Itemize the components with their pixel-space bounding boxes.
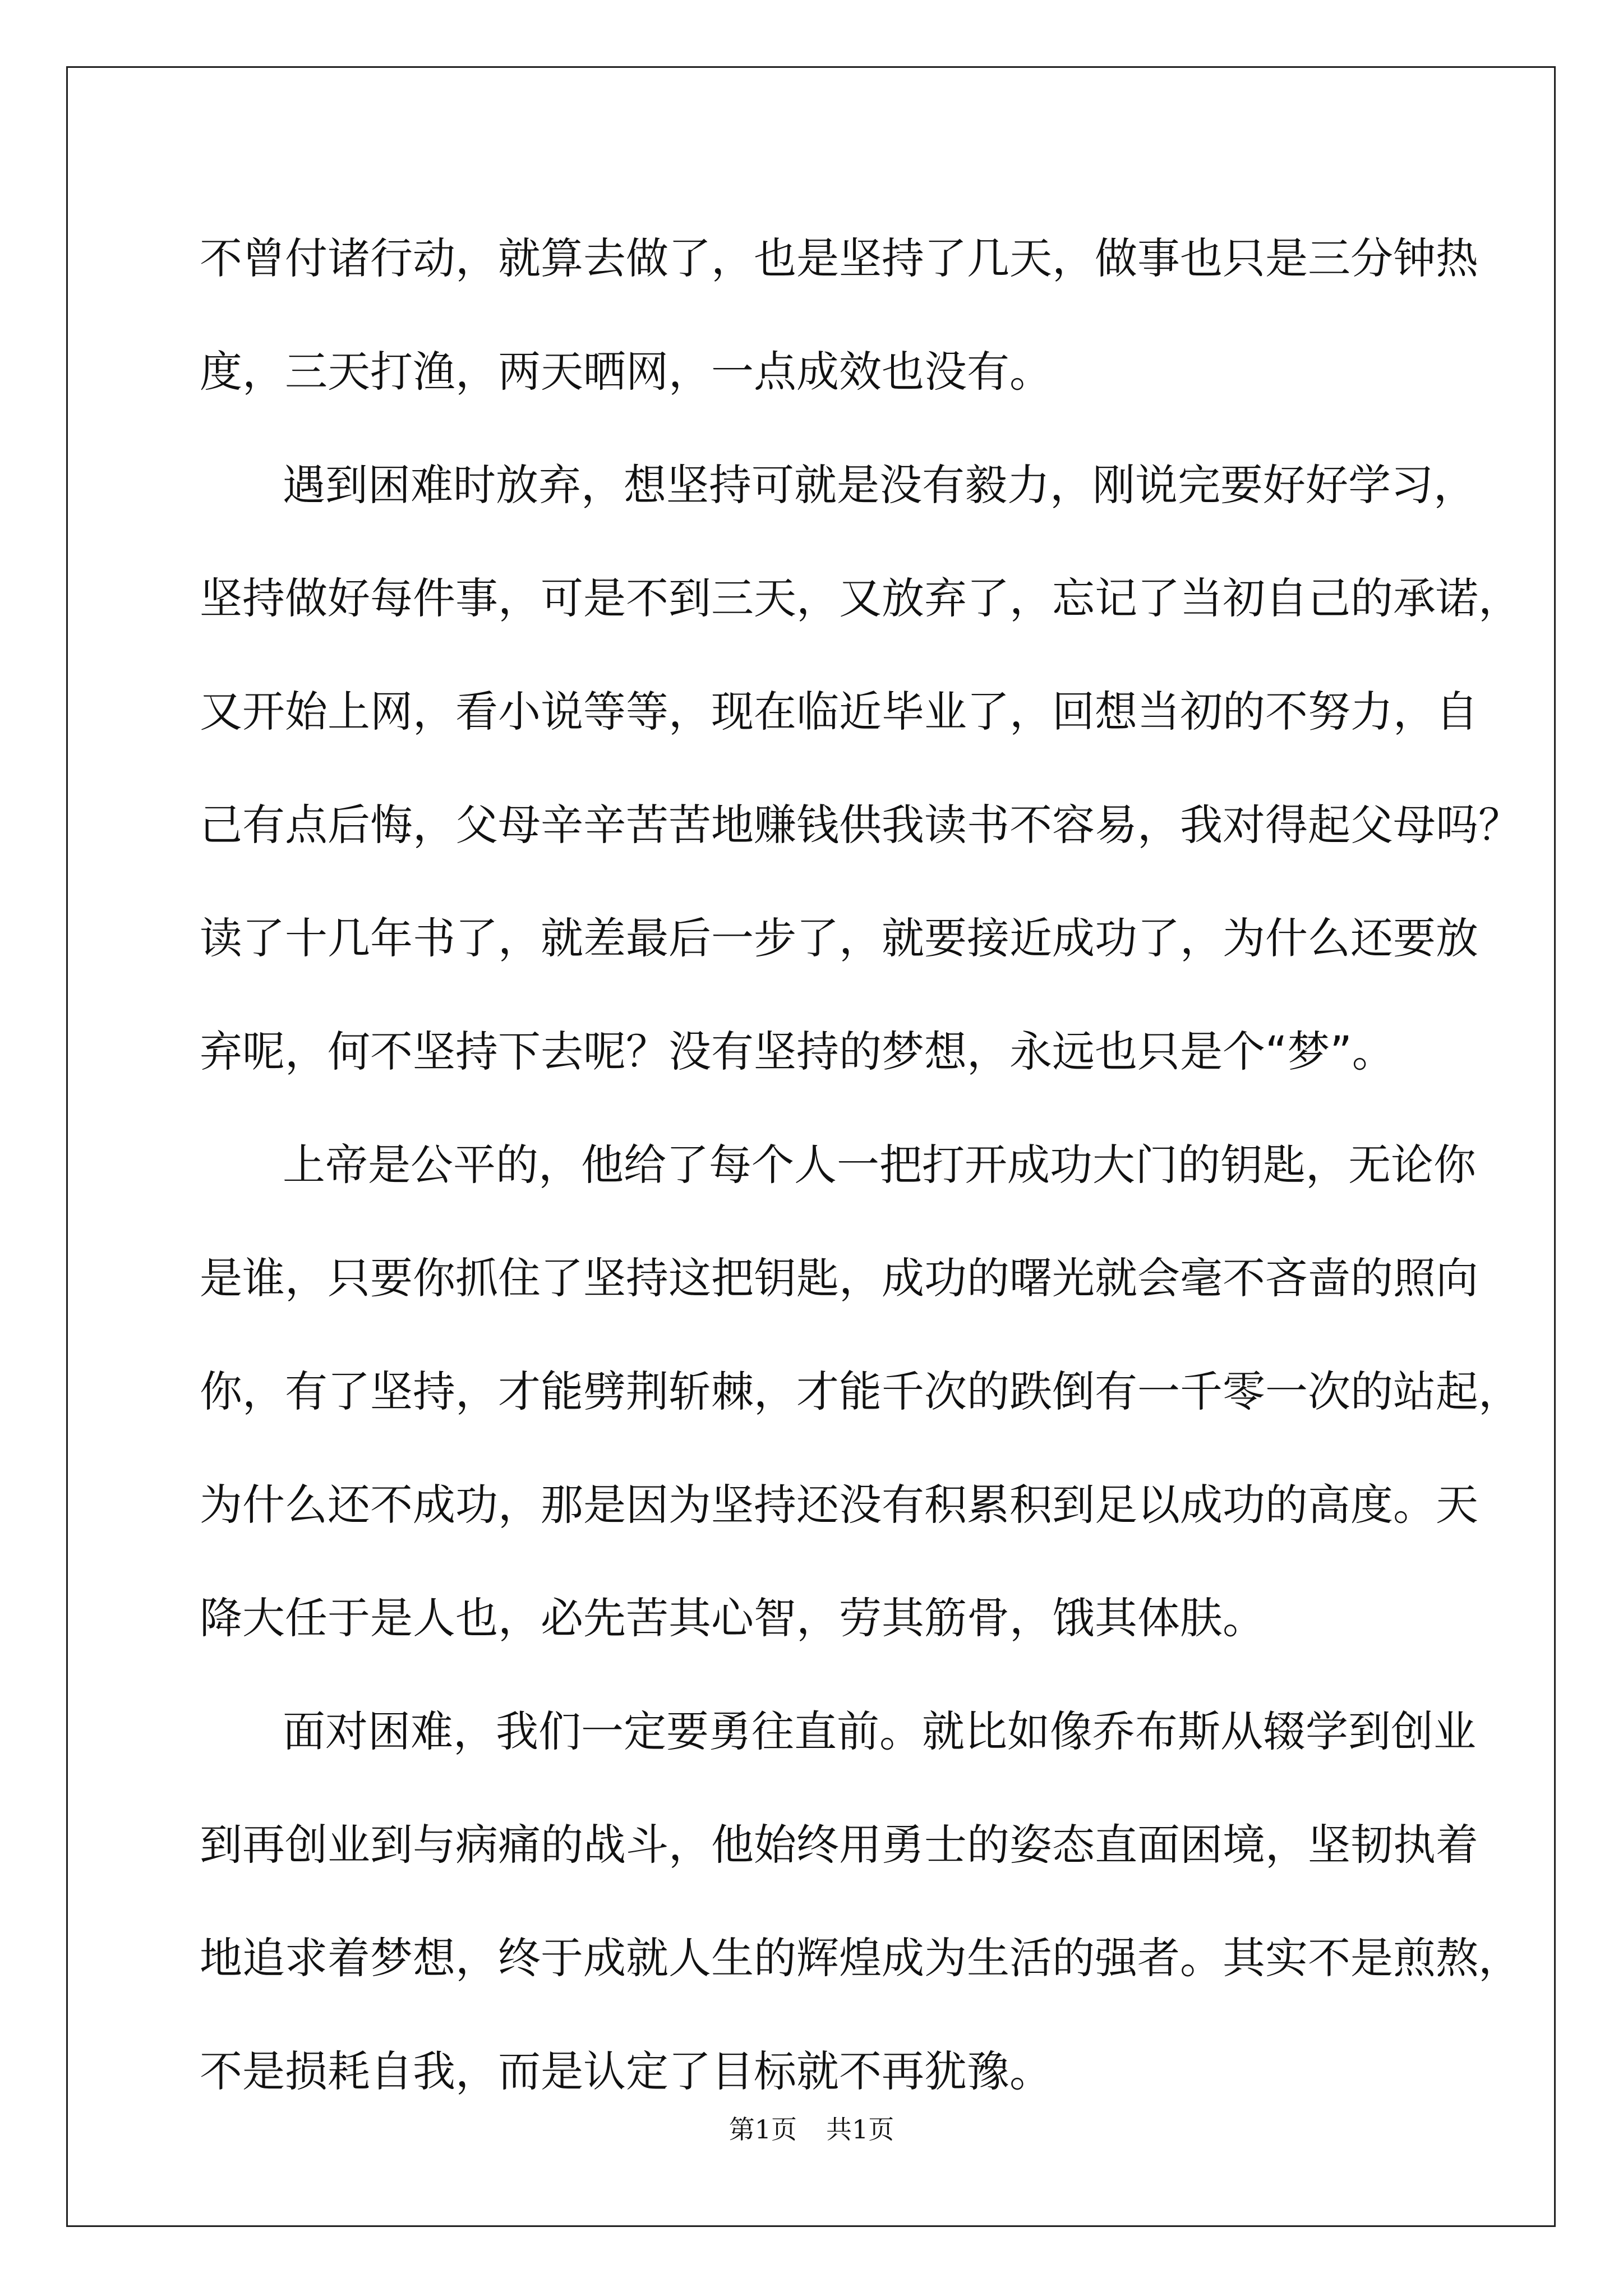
paragraph-2-line-1: 遇到困难时放弃，想坚持可就是没有毅力，刚说完要好好学习， (283, 460, 1476, 510)
paragraph-4-line-2: 到再创业到与病痛的战斗，他始终用勇士的姿态直面困境，坚韧执着 (200, 1820, 1478, 1870)
paragraph-4-line-4: 不是损耗自我，而是认定了目标就不再犹豫。 (200, 2046, 1052, 2096)
paragraph-3-line-3: 你，有了坚持，才能劈荆斩棘，才能千次的跌倒有一千零一次的站起， (200, 1366, 1521, 1416)
paragraph-2-line-6: 弃呢，何不坚持下去呢？没有坚持的梦想，永远也只是个“梦”。 (200, 1027, 1395, 1076)
paragraph-2-line-3: 又开始上网，看小说等等，现在临近毕业了，回想当初的不努力，自 (200, 687, 1478, 737)
paragraph-1-line-1: 不曾付诸行动，就算去做了，也是坚持了几天，做事也只是三分钟热 (200, 233, 1478, 283)
paragraph-1-line-2: 度，三天打渔，两天晒网，一点成效也没有。 (200, 347, 1052, 397)
document-body (200, 202, 1521, 2128)
paragraph-3-line-5: 降大任于是人也，必先苦其心智，劳其筋骨，饿其体肤。 (200, 1593, 1265, 1643)
paragraph-3-line-2: 是谁，只要你抓住了坚持这把钥匙，成功的曙光就会毫不吝啬的照向 (200, 1253, 1478, 1303)
paragraph-3-line-1: 上帝是公平的，他给了每个人一把打开成功大门的钥匙，无论你 (283, 1140, 1476, 1190)
page-number: 第1页 (728, 2114, 797, 2145)
paragraph-2-line-2: 坚持做好每件事，可是不到三天，又放弃了，忘记了当初自己的承诺， (200, 573, 1521, 623)
paragraph-2-line-4: 己有点后悔，父母辛辛苦苦地赚钱供我读书不容易，我对得起父母吗？ (200, 800, 1521, 850)
paragraph-4-line-1: 面对困难，我们一定要勇往直前。就比如像乔布斯从辍学到创业 (283, 1706, 1476, 1756)
page-footer (0, 2109, 1623, 2146)
paragraph-3-line-4: 为什么还不成功，那是因为坚持还没有积累积到足以成功的高度。天 (200, 1480, 1478, 1530)
page-total: 共1页 (826, 2114, 895, 2145)
paragraph-2-line-5: 读了十几年书了，就差最后一步了，就要接近成功了，为什么还要放 (200, 913, 1478, 963)
paragraph-4-line-3: 地追求着梦想，终于成就人生的辉煌成为生活的强者。其实不是煎熬， (200, 1933, 1521, 1983)
